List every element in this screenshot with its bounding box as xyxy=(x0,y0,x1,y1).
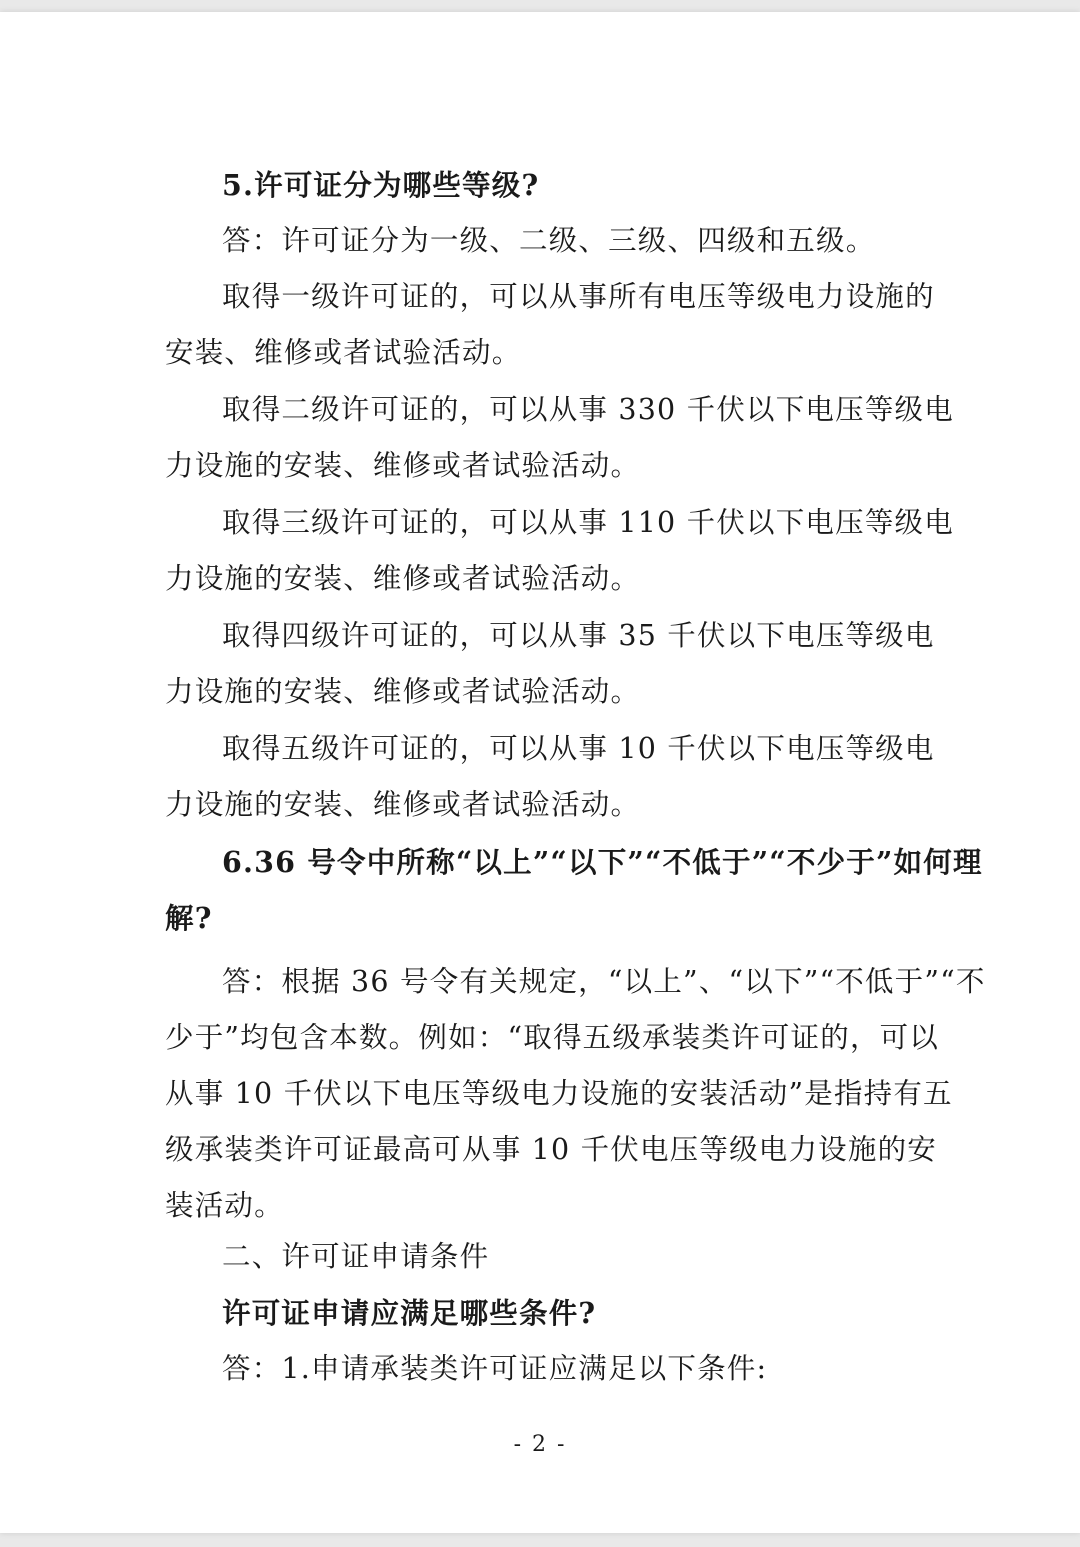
answer-6-line-5: 装活动。 xyxy=(165,1189,284,1222)
paragraph-level-5-cont: 力设施的安装、维修或者试验活动。 xyxy=(165,788,641,821)
paragraph-level-4-cont: 力设施的安装、维修或者试验活动。 xyxy=(165,675,641,708)
question-5-heading: 5.许可证分为哪些等级? xyxy=(222,168,540,202)
page-number: - 2 - xyxy=(513,1432,567,1457)
document-page xyxy=(0,12,1080,1533)
paragraph-level-3-cont: 力设施的安装、维修或者试验活动。 xyxy=(165,562,641,595)
answer-6-line-1: 答：根据 36 号令有关规定，“以上”、“以下”“不低于”“不 xyxy=(222,965,986,998)
question-6-heading: 6.36 号令中所称“以上”“以下”“不低于”“不少于”如何理 xyxy=(222,845,983,879)
answer-5-intro: 答：许可证分为一级、二级、三级、四级和五级。 xyxy=(222,224,876,257)
answer-6-line-2: 少于”均包含本数。例如：“取得五级承装类许可证的，可以 xyxy=(165,1021,940,1054)
section-2-heading: 二、许可证申请条件 xyxy=(222,1240,490,1273)
paragraph-level-1: 取得一级许可证的，可以从事所有电压等级电力设施的 xyxy=(222,280,935,313)
paragraph-level-5: 取得五级许可证的，可以从事 10 千伏以下电压等级电 xyxy=(222,732,935,765)
paragraph-level-4: 取得四级许可证的，可以从事 35 千伏以下电压等级电 xyxy=(222,619,935,652)
answer-conditions-intro: 答：1.申请承装类许可证应满足以下条件: xyxy=(222,1352,768,1385)
question-6-heading-cont: 解? xyxy=(165,901,213,935)
paragraph-level-3: 取得三级许可证的，可以从事 110 千伏以下电压等级电 xyxy=(222,506,954,539)
paragraph-level-2-cont: 力设施的安装、维修或者试验活动。 xyxy=(165,449,641,482)
paragraph-level-1-cont: 安装、维修或者试验活动。 xyxy=(165,336,522,369)
answer-6-line-4: 级承装类许可证最高可从事 10 千伏电压等级电力设施的安 xyxy=(165,1133,937,1166)
question-conditions-heading: 许可证申请应满足哪些条件? xyxy=(222,1296,597,1330)
paragraph-level-2: 取得二级许可证的，可以从事 330 千伏以下电压等级电 xyxy=(222,393,954,426)
answer-6-line-3: 从事 10 千伏以下电压等级电力设施的安装活动”是指持有五 xyxy=(165,1077,953,1110)
